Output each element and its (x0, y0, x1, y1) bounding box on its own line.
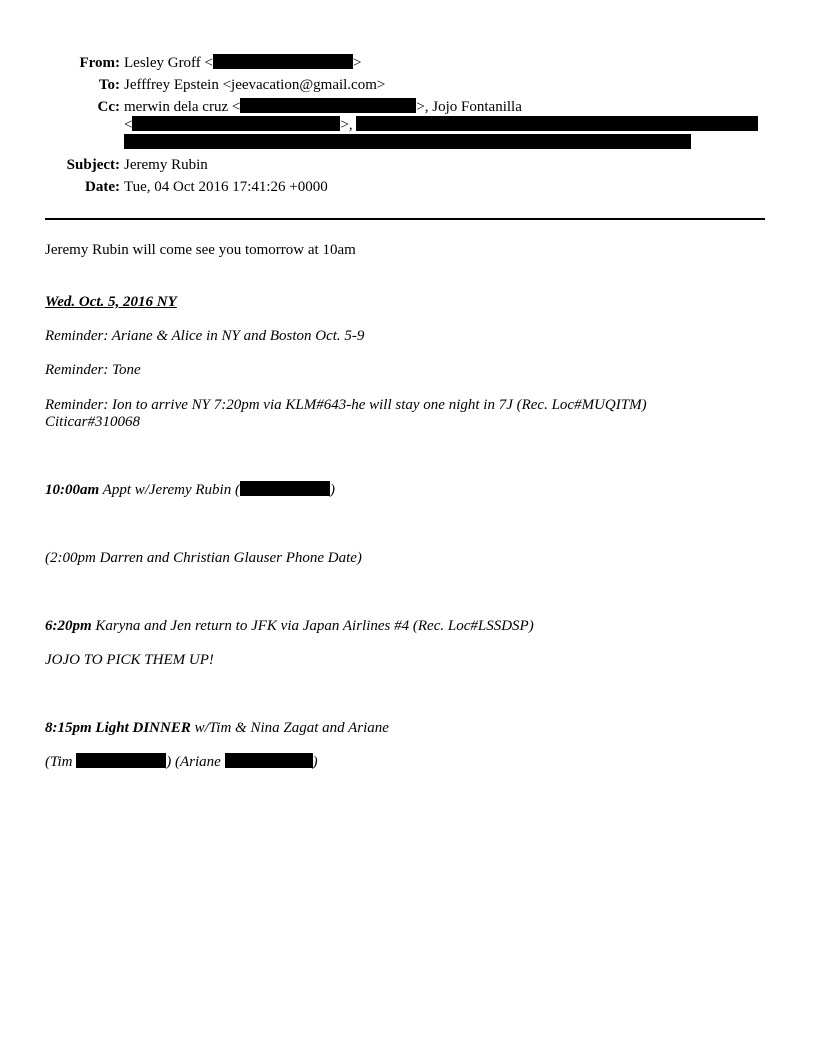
dinner-text: w/Tim & Nina Zagat and Ariane (190, 720, 389, 736)
to-label: To: (98, 77, 120, 93)
contacts-mid: ) (Ariane (166, 754, 225, 770)
reminder-3-line-2: Citicar#310068 (45, 414, 141, 430)
reminder-3-line-1: Reminder: Ion to arrive NY 7:20pm via KLM#643-he will stay one night in 7J (Rec. Loc#MUQITM) (45, 397, 647, 413)
reminder-1: Reminder: Ariane & Alice in NY and Boston Oct. 5-9 (45, 328, 365, 344)
appointment-time: 10:00am (45, 482, 100, 498)
header-divider (45, 218, 765, 220)
redaction-bar (124, 134, 691, 149)
date-value: Tue, 04 Oct 2016 17:41:26 +0000 (124, 179, 328, 195)
return-time: 6:20pm (45, 618, 92, 634)
redaction-bar (240, 481, 330, 496)
date-heading: Wed. Oct. 5, 2016 NY (45, 294, 177, 310)
redaction-bar (132, 116, 340, 131)
contacts-tim: (Tim (45, 754, 77, 770)
return-line (45, 617, 534, 635)
appointment-text: Appt w/Jeremy Rubin ( (99, 482, 240, 498)
cc-line2-close: >, (340, 117, 357, 133)
from-label: From: (79, 55, 120, 71)
redaction-bar (225, 753, 313, 768)
cc-label: Cc: (97, 99, 120, 115)
redaction-bar (76, 753, 166, 768)
cc-name-1: merwin dela cruz < (124, 99, 241, 115)
return-text: Karyna and Jen return to JFK via Japan Airlines #4 (Rec. Loc#LSSDSP) (91, 618, 534, 634)
subject-value: Jeremy Rubin (124, 157, 208, 173)
to-value: Jefffrey Epstein <jeevacation@gmail.com> (124, 77, 386, 93)
redaction-bar (213, 54, 353, 69)
pickup-note: JOJO TO PICK THEM UP! (45, 652, 214, 668)
from-end: > (353, 55, 362, 71)
contacts-line (45, 753, 318, 771)
redaction-bar (356, 116, 758, 131)
cc-mid: >, Jojo Fontanilla (416, 99, 522, 115)
intro-text: Jeremy Rubin will come see you tomorrow at 10am (45, 242, 356, 258)
contacts-close: ) (312, 754, 318, 770)
dinner-line (45, 719, 389, 737)
appointment-close: ) (329, 482, 335, 498)
dinner-bold: 8:15pm Light DINNER (45, 720, 191, 736)
reminder-2: Reminder: Tone (45, 362, 141, 378)
subject-label: Subject: (66, 157, 120, 173)
redaction-bar (240, 98, 416, 113)
date-label: Date: (85, 179, 120, 195)
cc-line2-open: < (124, 117, 133, 133)
phone-date: (2:00pm Darren and Christian Glauser Phone Date) (45, 550, 362, 566)
from-name: Lesley Groff < (124, 55, 213, 71)
appointment-line (45, 481, 335, 499)
